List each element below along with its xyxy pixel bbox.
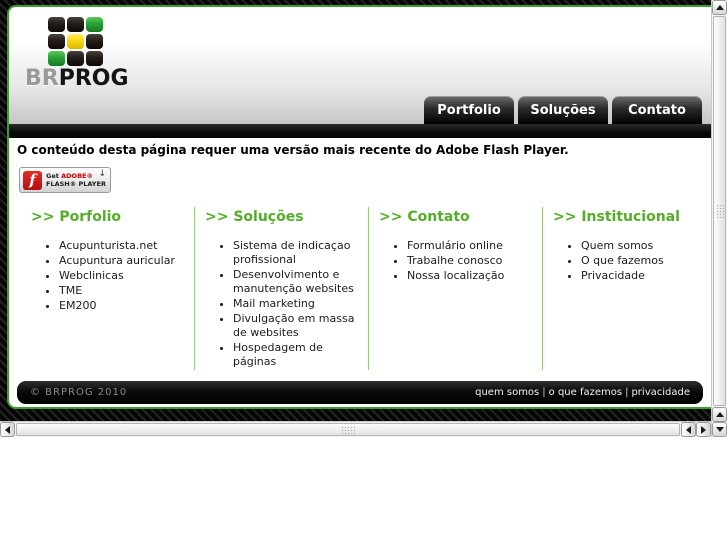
list-item[interactable]: • Quem somos [581, 239, 709, 253]
scroll-up-button-bottom[interactable] [712, 407, 727, 422]
logo-wordmark [25, 68, 129, 90]
list-item[interactable]: • Acupuntura auricular [59, 254, 187, 268]
footer-separator: | [625, 387, 629, 398]
column-institucional [543, 207, 711, 370]
column-heading: >> Institucional [553, 209, 680, 225]
scroll-right-button[interactable] [696, 422, 711, 437]
thumb-grip-icon [716, 204, 724, 218]
list-item[interactable]: • TME [59, 284, 187, 298]
list-item[interactable]: • EM200 [59, 299, 187, 313]
column-list [543, 239, 711, 283]
vertical-scrollbar[interactable] [711, 0, 727, 437]
footer-separator: | [542, 387, 546, 398]
list-item[interactable]: • Privacidade [581, 269, 709, 283]
site-header [9, 7, 711, 124]
tab-solucoes[interactable]: Soluções [518, 96, 608, 124]
nav-underline-bar [9, 124, 711, 138]
column-porfolio [21, 207, 195, 370]
scroll-left-icon [686, 426, 691, 434]
list-item[interactable]: • Formulário online [407, 239, 535, 253]
horizontal-scroll-thumb[interactable] [16, 423, 680, 436]
horizontal-scrollbar[interactable] [0, 421, 711, 437]
horizontal-scroll-track[interactable] [15, 422, 681, 437]
footer-link-privacidade[interactable]: privacidade [631, 387, 690, 398]
list-item[interactable]: • O que fazemos [581, 254, 709, 268]
list-item[interactable]: • Divulgação em massa de websites [233, 312, 361, 340]
footer-links [475, 387, 690, 398]
scroll-up-icon [716, 412, 724, 417]
list-item[interactable]: • Acupunturista.net [59, 239, 187, 253]
column-list [195, 239, 371, 369]
footer-link-quem-somos[interactable]: quem somos [475, 387, 540, 398]
footer-bar [17, 381, 703, 404]
flash-warning-text: O conteúdo desta página requer uma versão mais recente do Adobe Flash Player. [17, 143, 569, 157]
logo-squares-icon [48, 17, 129, 66]
download-icon: ↓ [98, 169, 106, 179]
scroll-down-button[interactable] [712, 422, 727, 437]
thumb-grip-icon [341, 426, 355, 434]
column-heading: >> Porfolio [31, 209, 122, 225]
column-heading: >> Soluções [205, 209, 304, 225]
main-nav [424, 96, 702, 124]
logo-text-prog: PROG [58, 66, 129, 91]
vertical-scroll-thumb[interactable] [713, 16, 726, 406]
list-item[interactable]: • Webclinicas [59, 269, 187, 283]
list-item[interactable]: • Hospedagem de páginas [233, 341, 361, 369]
site-page [7, 5, 711, 409]
column-list [369, 239, 545, 283]
vertical-scroll-track[interactable] [712, 15, 727, 407]
flash-button-label: Get ADOBE® FLASH® PLAYER [46, 172, 106, 188]
list-item[interactable]: • Desenvolvimento e manutenção websites [233, 268, 361, 296]
column-solucoes [195, 207, 369, 370]
flash-f-icon: f [23, 171, 42, 190]
brprog-logo[interactable] [25, 17, 129, 90]
sitemap-columns [21, 207, 711, 370]
column-heading: >> Contato [379, 209, 470, 225]
footer-link-o-que-fazemos[interactable]: o que fazemos [548, 387, 623, 398]
column-contato [369, 207, 543, 370]
scroll-down-icon [716, 427, 724, 432]
scroll-left-button-right[interactable] [681, 422, 696, 437]
column-list [21, 239, 197, 313]
logo-text-br: BR [25, 66, 59, 91]
list-item[interactable]: • Nossa localização [407, 269, 535, 283]
scroll-up-icon [716, 5, 724, 10]
get-flash-player-button[interactable] [19, 167, 111, 193]
scroll-left-icon [5, 426, 10, 434]
scroll-right-icon [701, 426, 706, 434]
copyright-text: © BRPROG 2010 [30, 387, 128, 398]
tab-portfolio[interactable]: Portfolio [424, 96, 514, 124]
list-item[interactable]: • Trabalhe conosco [407, 254, 535, 268]
scroll-left-button[interactable] [0, 422, 15, 437]
list-item[interactable]: • Mail marketing [233, 297, 361, 311]
tab-contato[interactable]: Contato [612, 96, 702, 124]
scroll-up-button[interactable] [712, 0, 727, 15]
list-item[interactable]: • Sistema de indicaçao profissional [233, 239, 361, 267]
